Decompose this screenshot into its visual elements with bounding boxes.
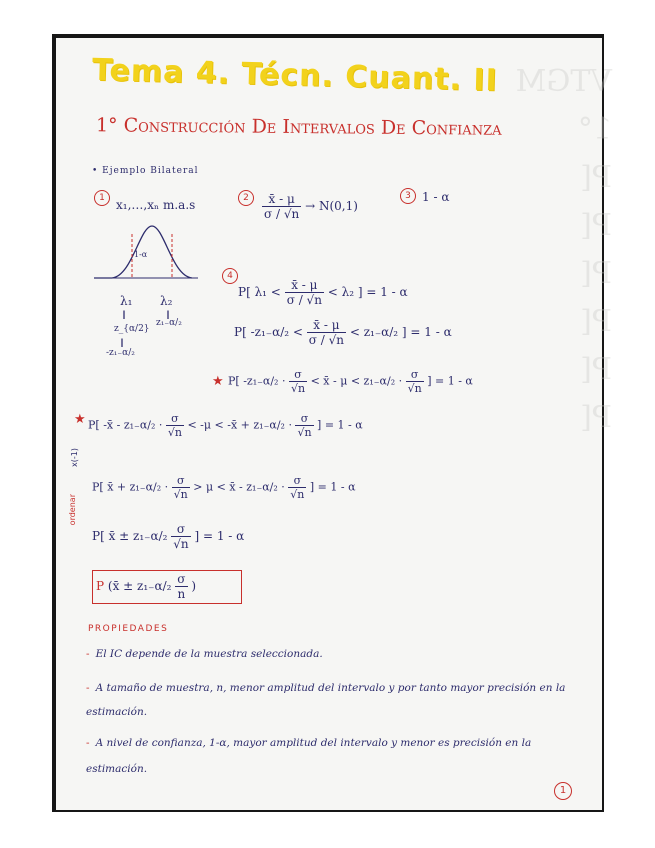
bleed-through: VTGM 1° P[ P[ P[ P[ P[ P[ — [515, 64, 612, 435]
equation-6: P[ x̄ ± z₁₋α/₂ $\frac{\sigma}{√n}$ ] = 1 - α — [92, 522, 245, 551]
equation-5: P[ x̄ + z₁₋α/₂ · $\frac{\sigma}{√n}$ > μ < x̄ - z₁₋α/₂ · $\frac{\sigma}{√n}$ ] = 1 - α — [92, 474, 356, 501]
step-3-text: 1 - α — [422, 190, 450, 204]
example-label: • Ejemplo Bilateral — [92, 166, 199, 176]
step-3-marker: 3 — [400, 188, 416, 204]
step-1-text: x₁,…,xₙ m.a.s — [116, 198, 196, 212]
neg-z-label: -z₁₋α/₂ — [106, 348, 135, 358]
equation-3: P[ -z₁₋α/₂ · $\frac{\sigma}{√n}$ < x̄ - μ < z₁₋α/₂ · $\frac{\sigma}{√n}$ ] = 1 - α — [228, 368, 473, 395]
step-2-marker: 2 — [238, 190, 254, 206]
curve-center-label: 1-α — [134, 250, 148, 259]
notebook-page — [56, 38, 612, 810]
step-2-expr: $\frac{x̄ - \mu}{\sigma / √n}$ → N(0,1) — [264, 192, 358, 221]
equation-4: P[ -x̄ - z₁₋α/₂ · $\frac{\sigma}{√n}$ < -μ < -x̄ + z₁₋α/₂ · $\frac{\sigma}{√n}$ ] = 1 - α — [88, 412, 363, 439]
property-1: - El IC depende de la muestra seleccionada. — [86, 648, 323, 660]
section-heading: 1° Construcción De Intervalos De Confianza — [95, 114, 502, 140]
equation-7: P (x̄ ± z₁₋α/₂ $\frac{\sigma}{n}$ ) — [96, 572, 197, 601]
lambda-1-eq: ‖ — [122, 310, 126, 319]
equation-2: P[ -z₁₋α/₂ < $\frac{x̄ - \mu}{\sigma / √n}$ < z₁₋α/₂ ] = 1 - α — [234, 318, 452, 347]
lambda-1: λ₁ — [120, 294, 133, 308]
step-1-marker: 1 — [94, 190, 110, 206]
z-one-minus-alpha-half: z₁₋α/₂ — [156, 318, 182, 328]
side-label-ordenar: ordenar — [68, 494, 77, 526]
equation-1: P[ λ₁ < $\frac{x̄ - \mu}{\sigma / √n}$ < λ₂ ] = 1 - α — [238, 278, 408, 307]
z-alpha-half: z_{α/2} — [114, 324, 150, 334]
z-equals: ‖ — [120, 338, 124, 347]
properties-heading: PROPIEDADES — [88, 624, 169, 634]
page-title: Tema 4. Técn. Cuant. II — [91, 52, 499, 99]
step-4-marker: 4 — [222, 268, 238, 284]
property-3: - A nivel de confianza, 1-α, mayor amplitud del intervalo y menor es precisión en la estimación. — [86, 737, 532, 775]
star-icon: ★ — [212, 374, 224, 389]
star-icon-2: ★ — [74, 412, 86, 427]
page-number: 1 — [554, 782, 572, 800]
lambda-2-eq: ‖ — [166, 310, 170, 319]
lambda-2: λ₂ — [160, 294, 173, 308]
property-2: - A tamaño de muestra, n, menor amplitud del intervalo y por tanto mayor precisión en la estimación. — [86, 682, 566, 718]
side-label-x-neg: x(-1) — [70, 448, 79, 467]
